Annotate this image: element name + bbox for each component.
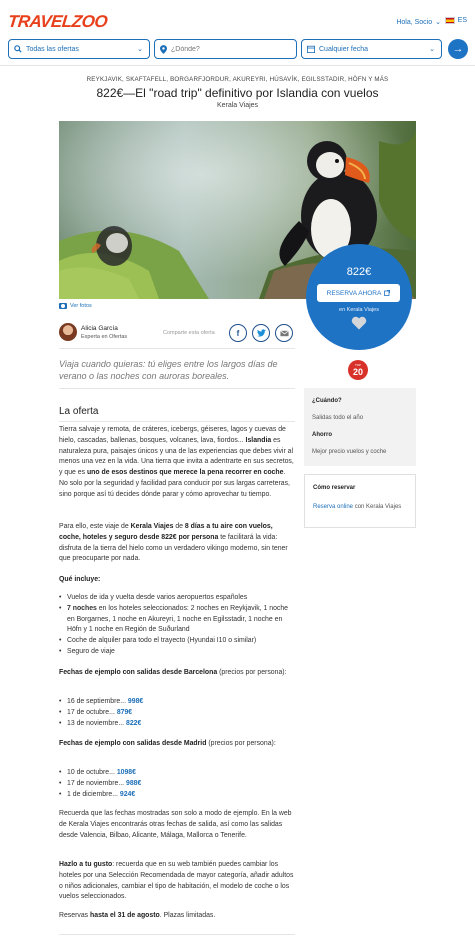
how-to-book-rest: con Kerala Viajes	[353, 504, 402, 510]
madrid-heading	[59, 739, 295, 750]
deal-title: 822€—El "road trip" definitivo por Islandia con vuelos	[96, 86, 379, 100]
text: (precios por persona):	[217, 669, 287, 676]
text: es naturaleza pura, paisajes únicos y una de las experiencias que debes vivir al menos una vez en la vida. Una tierra que invita a adentrarte en sus secretos, y que es	[59, 436, 294, 477]
date: 1 de diciembre...	[67, 790, 120, 798]
madrid-dates-list	[59, 768, 295, 800]
spain-flag-icon	[445, 17, 455, 24]
price-link[interactable]: 998€	[127, 698, 144, 705]
location-pin-icon	[160, 45, 167, 54]
paragraph-offer	[59, 522, 295, 565]
text-bold: Qué incluye:	[59, 576, 101, 583]
savings-text: Mejor precio vuelos y coche	[312, 449, 387, 455]
deal-locations: REYKJAVIK, SKAFTAFELL, BORGARFJORDUR, AKUREYRI, HÚSAVÍK, EGILSSTADIR, HÖFN Y MÁS	[86, 76, 389, 83]
language-label: ES	[457, 17, 467, 24]
divider	[59, 348, 295, 349]
date: 13 de noviembre...	[67, 719, 126, 727]
camera-icon	[59, 303, 67, 309]
date: 10 de octubre...	[67, 769, 117, 776]
twitter-icon	[257, 329, 266, 337]
barcelona-heading	[59, 668, 295, 679]
when-text: Salidas todo el año	[312, 415, 364, 421]
reserve-label: RESERVA AHORA	[326, 289, 382, 297]
text-bold: uno de esos destinos que merece la pena recorrer en coche	[86, 469, 284, 477]
facebook-share-button[interactable]	[229, 324, 247, 342]
search-icon	[14, 45, 22, 53]
text: . Plazas limitadas.	[159, 912, 216, 919]
on-provider-label: en Kerala Viajes	[339, 307, 379, 313]
author-avatar	[59, 323, 77, 341]
text-bold: Fechas de ejemplo con salidas desde Madrid	[59, 740, 207, 747]
destination-input[interactable]	[171, 46, 281, 53]
view-photos-link[interactable]	[59, 303, 92, 309]
all-offers-label: Todas las ofertas	[26, 45, 79, 53]
list-item	[59, 593, 295, 604]
list-item	[59, 636, 295, 647]
list-item	[59, 719, 295, 730]
heart-icon[interactable]	[351, 316, 367, 330]
how-to-book-box	[304, 474, 416, 528]
list-item	[59, 647, 295, 658]
date-label: Cualquier fecha	[319, 45, 369, 53]
paragraph-intro	[59, 425, 295, 501]
author-name: Alicia García	[81, 325, 118, 332]
reserve-now-button[interactable]	[317, 284, 400, 302]
arrow-right-icon: →	[452, 43, 464, 55]
price-link[interactable]: 988€	[126, 779, 142, 787]
view-photos-label: Ver fotos	[70, 303, 92, 309]
includes-list	[59, 593, 295, 658]
price-link[interactable]: 924€	[119, 790, 136, 798]
paragraph-dates-note: Recuerda que las fechas mostradas son solo a modo de ejemplo. En la web de Kerala Viajes encontrarás otras fechas de salida, así como las salidas desde Valencia, Bilbao, Alicante, Málaga, Mallorca o Tenerife.	[59, 810, 292, 839]
text-bold: hasta el 31 de agosto	[90, 912, 160, 919]
text: Vuelos de ida y vuelta desde varios aeropuertos españoles	[67, 594, 248, 601]
includes-heading	[59, 575, 295, 586]
date: 16 de septiembre...	[67, 698, 128, 705]
text: Tierra salvaje y remota, de cráteres, icebergs, géiseres, lagos y cuevas de hielo, cascadas, ballenas, bosques, volcanes, lava, fiordos...	[59, 426, 286, 444]
text-bold: Kerala Viajes	[130, 523, 174, 530]
barcelona-dates-list	[59, 697, 295, 729]
calendar-icon	[307, 45, 315, 53]
deal-provider: Kerala Viajes	[216, 102, 259, 109]
how-to-book-heading: Cómo reservar	[313, 485, 356, 491]
all-offers-dropdown[interactable]	[8, 39, 150, 59]
external-link-icon	[384, 290, 390, 296]
list-item	[59, 708, 295, 719]
text-bold: Fechas de ejemplo con salidas desde Barcelona	[59, 669, 218, 676]
how-to-book-text	[313, 503, 411, 512]
text-bold: Islandia	[245, 436, 272, 444]
share-label: Comparte esta oferta	[163, 330, 215, 336]
list-item	[59, 768, 295, 779]
text: : recuerda que en su web también puedes cambiar los hoteles por una Selección Recomendada de mayor categoría, añadir adultos o niños adicionales, cambiar el tipo de habitación, el modelo de coche o los vuelos seleccionados.	[59, 861, 294, 901]
list-item	[59, 790, 295, 801]
text-bold: 7 noches	[67, 604, 97, 612]
date: 17 de octubre...	[67, 708, 117, 716]
text: de	[173, 523, 185, 530]
twitter-share-button[interactable]	[252, 324, 270, 342]
deal-quote: Viaja cuando quieras: tú eliges entre los largos días de verano o las noches con auroras boreales.	[59, 359, 278, 381]
text: Reservas	[59, 912, 91, 919]
text: en los hoteles seleccionados: 2 noches en Reykjavik, 1 noche en Borgarnes, 1 noche en Akureyri, 1 noche en Egilsstadir, 1 noche en Höfn y 1 noche en Región de Suðurland	[67, 604, 289, 634]
site-header	[0, 0, 475, 66]
text: (precios por persona):	[206, 740, 276, 747]
paragraph-customize	[59, 860, 295, 903]
text: Seguro de viaje	[67, 647, 115, 655]
divider	[59, 388, 295, 389]
language-selector[interactable]	[445, 17, 467, 24]
text: te facilitará la vida: disfruta de la tierra del hielo como un verdadero vikingo moderno, sin tener que preocuparte por nada.	[59, 533, 288, 563]
email-share-button[interactable]	[275, 324, 293, 342]
text: . No solo por la seguridad y facilidad para conducir por sus largas carreteras, sino porque así tú decides dónde parar y cómo aprovechar tu tiempo.	[59, 469, 290, 498]
travelzoo-logo[interactable]: TRAVELZOO	[7, 12, 109, 31]
author-role: Experta en Ofertas	[81, 334, 128, 340]
text-bold: 8 días a tu aire con vuelos, coche, hoteles y seguro desde 822€ por persona	[59, 523, 273, 541]
list-item	[59, 697, 295, 708]
date: 17 de noviembre...	[67, 779, 126, 787]
user-menu[interactable]	[396, 18, 441, 26]
divider	[59, 934, 295, 935]
price-link[interactable]: 879€	[116, 708, 133, 716]
search-go-button[interactable]	[448, 39, 468, 59]
badge-number: 20	[352, 367, 363, 377]
divider	[59, 421, 295, 422]
list-item	[59, 779, 295, 790]
book-online-link[interactable]: Reserva online	[313, 504, 354, 510]
paragraph-deadline	[59, 911, 295, 922]
text: Coche de alquiler para todo el trayecto (Hyundai I10 o similar)	[67, 637, 257, 645]
text: Para ello, este viaje de	[59, 523, 131, 530]
top20-badge	[348, 360, 368, 380]
when-heading: ¿Cuándo?	[312, 398, 342, 404]
deal-price: 822€	[346, 266, 372, 278]
chevron-down-icon: ⌄	[429, 46, 435, 53]
text-bold: Hazlo a tu gusto	[59, 861, 113, 868]
facebook-icon: f	[236, 328, 240, 338]
deal-summary-box	[304, 388, 416, 466]
destination-field[interactable]	[154, 39, 297, 59]
price-circle	[306, 244, 412, 350]
chevron-down-icon: ⌄	[137, 46, 143, 53]
chevron-down-icon: ⌄	[435, 19, 441, 26]
price-link[interactable]: 822€	[126, 719, 142, 727]
badge-top-label: TOP	[354, 363, 362, 367]
user-greeting: Hola, Socio	[396, 18, 433, 26]
savings-heading: Ahorro	[312, 432, 332, 438]
price-link[interactable]: 1098€	[116, 769, 136, 776]
mail-icon	[280, 330, 289, 337]
date-dropdown[interactable]	[301, 39, 442, 59]
section-title: La oferta	[59, 406, 99, 417]
list-item	[59, 604, 295, 636]
